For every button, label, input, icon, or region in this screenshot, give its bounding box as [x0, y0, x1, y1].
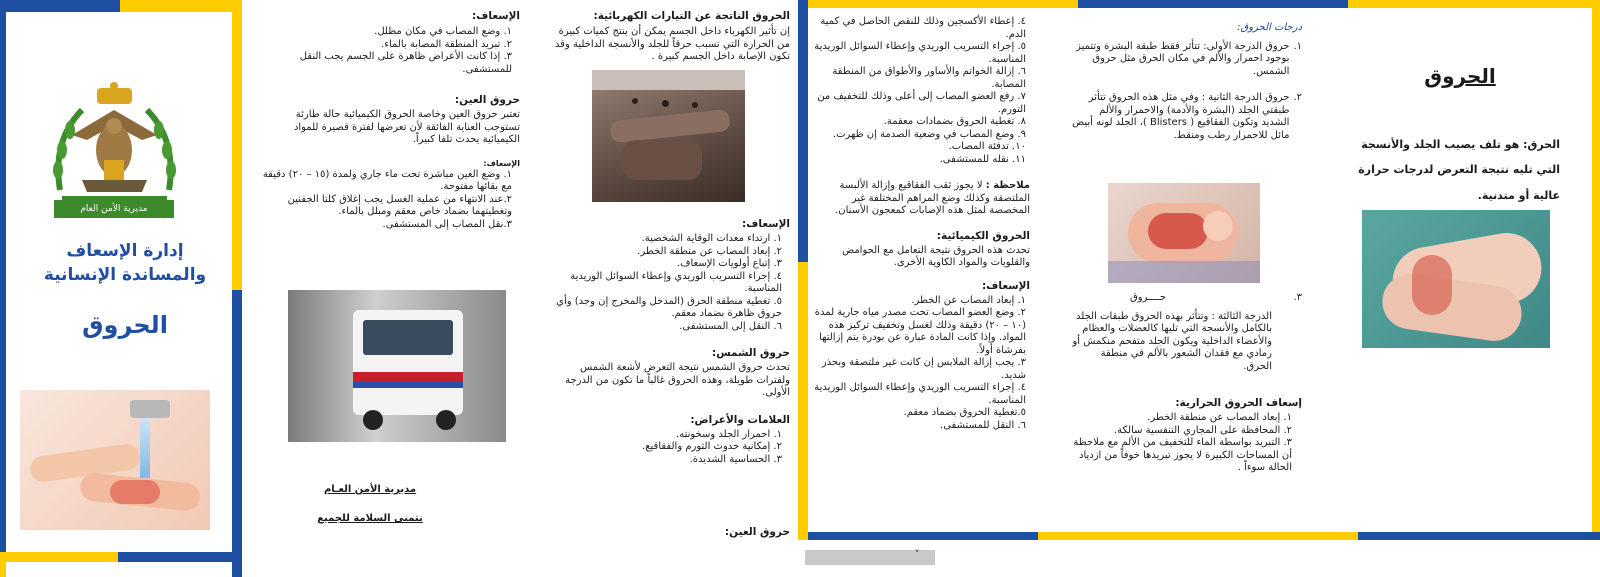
electric-first-aid-list — [550, 233, 790, 333]
list-item: ١. إبعاد المصاب عن منطقة الخطر. — [1147, 412, 1292, 424]
degree-second-num: ٢. — [1293, 92, 1302, 103]
degree-third-text: الدرجة الثالثة : وتتأثر بهذه الحروق طبقات الجلد بالكامل والأنسجة التي تليها كالعضلات والعظام والأعضاء الداخلية ويكون الجلد متفحم منكمش أو رمادي مع فقدان الشعور بالألم في منطقة الحرق. — [1072, 310, 1272, 372]
list-item: ٦. إزالة الخواتم والأساور والأطواق من المنطقة المصابة. — [832, 66, 1026, 90]
list-item: ٥. إجراء التسريب الوريدي وإعطاء السوائل الوريدية المناسبة. — [814, 41, 1026, 65]
list-item: ١١. نقله للمستشفى. — [939, 153, 1026, 165]
electric-first-aid-heading: الإسعاف: — [741, 218, 790, 230]
degree-second-text: حروق الدرجة الثانية : وفي مثل هذه الحروق تتأثر طبقتي الجلد (البشرة والأدمة) والاحمرار والألم الشديد وتكون الفقاقيع ( Blisters )، الجلد لونه أبيض مائل للاحمرار رطب ومنقط. — [1072, 92, 1290, 141]
list-item: ٢.عند الانتهاء من عملية الغسل يجب إغلاق كلتا الجفنين وتغطيتهما بضماد خاص معقم ومبلل بالماء. — [287, 193, 512, 218]
cover-stripe-yellow-bottom — [0, 552, 118, 562]
list-item: ١. وضع العين مباشرة تحت ماء جاري ولمدة (١٥ – ٢٠) دقيقة مع بقائها مفتوحة. — [262, 168, 512, 193]
chemical-text: تحدث هذه الحروق نتيجة التعامل مع الحوامض والقلويات والمواد الكاوية الأخرى. — [842, 244, 1030, 269]
cover-stripe-blue — [0, 0, 120, 12]
page2-stripe-yellow-top — [808, 0, 1078, 8]
panel-electric — [550, 10, 790, 64]
note — [812, 180, 1030, 218]
degree-first-num: ١. — [1293, 40, 1302, 52]
cover-stripe-yellow-right — [232, 0, 242, 290]
electric-text: إن تأثير الكهرباء داخل الجسم يمكن أن ينتج كميات كبيرة من الحرارة التي تسبب حرقاً للجلد والأنسجة الداخلية وقد تكون الإصابة داخل الجسم كبيرة . — [554, 26, 790, 63]
list-item: ٦. النقل للمستشفى. — [940, 419, 1026, 431]
footer-org: مديرية الأمن العـام — [323, 484, 417, 495]
panel-degrees — [1070, 22, 1302, 142]
list-item: ٤. إعطاء الأكسجين وذلك للنقص الحاصل في كمية الدم. — [820, 16, 1026, 40]
list-item: ٣.نقل المصاب إلى المستشفى. — [382, 218, 512, 230]
page2-stripe-yellow-left — [798, 262, 808, 540]
chemical-first-aid-heading: الإسعاف: — [981, 279, 1030, 292]
eye-burns-heading: حروق العين: — [454, 94, 520, 107]
list-item: ٧. رفع العضو المصاب إلى أعلى وذلك للتخفيف من التورم. — [817, 91, 1026, 115]
eye-burns-heading-bottom: حروق العين: — [724, 526, 790, 538]
list-item: ١. احمرار الجلد وسخونته. — [676, 428, 782, 440]
sun-burns-heading: حروق الشمس: — [712, 347, 790, 360]
list-item: ٢. إبعاد المصاب عن منطقة الخطر. — [637, 245, 782, 257]
second-degree-burn-image — [1108, 183, 1260, 283]
cover-stripe-blue-left — [0, 12, 6, 552]
chemical-first-aid-list — [812, 295, 1030, 433]
ambulance-image — [288, 290, 506, 442]
cover-title: الحروق — [82, 311, 168, 339]
crest-caption: مديرية الأمن العام — [54, 200, 174, 218]
panel-inner-mid — [812, 16, 1030, 432]
list-item: ١. ارتداء معدات الوقاية الشخصية. — [641, 233, 782, 245]
eye-first-aid-list — [262, 169, 520, 232]
signs-list — [550, 429, 790, 467]
list-item: ٣. الحساسية الشديدة. — [689, 453, 782, 465]
scrollbar-arrow-icon[interactable]: ˅ — [914, 548, 920, 561]
hand-burn-image — [1362, 210, 1550, 348]
degree-second — [1070, 92, 1302, 142]
list-item: ٢. إمكانية حدوث التورم والفقاقيع. — [642, 441, 782, 453]
list-item: ٤. إجراء التسريب الوريدي وإعطاء السوائل الوريدية المناسبة. — [814, 382, 1026, 406]
page2-stripe-blue-bottom2 — [1358, 532, 1600, 540]
footer-slogan: نتمنى السلامة للجميع — [317, 513, 423, 524]
sun-burns-text: تحدث حروق الشمس نتيجة التعرض لأشعة الشمس ولفترات طويلة، وهذه الحروق غالباً ما تكون من الدرجة الأولى. — [565, 362, 790, 399]
list-item: ١. إبعاد المصاب عن الخطر. — [911, 294, 1026, 306]
top-items-list — [812, 16, 1030, 166]
eye-first-aid-heading: الإسعاف: — [483, 158, 520, 168]
public-security-crest — [42, 80, 187, 225]
list-item: ٣. إذا كانت الأعراض ظاهرة على الجسم يجب النقل للمستشفى. — [299, 51, 512, 75]
list-item: ٢. وضع العضو المصاب تحت مصدر مياه جارية لمدة (١٠ – ٢٠) دقيقة وذلك لغسل وتخفيف تركيز هذه المواد. وإذا كانت المادة عبارة عن بودرة يتم إزالتها بفرشاة أولاً. — [814, 307, 1026, 356]
list-item: ٨. تغطية الحروق بضمادات معقمة. — [883, 116, 1026, 127]
cover-stripe-blue-bottom — [118, 552, 242, 562]
page2-stripe-blue-bottom — [808, 532, 1038, 540]
list-item: ٣. إتباع أولويات الإسعاف. — [676, 258, 782, 270]
degree-first — [1070, 41, 1302, 79]
degree-third-label: حــــروق — [1130, 292, 1167, 303]
cover-stripe-yellow-top — [120, 0, 240, 12]
list-item: ٣. يجب إزالة الملابس إن كانت غير ملتصقة وبحذر شديد. — [821, 357, 1026, 381]
page2-stripe-yellow-top2 — [1348, 0, 1600, 8]
electric-heading: الحروق الناتجة عن التيارات الكهربائية: — [593, 10, 790, 22]
page2-stripe-blue-top — [1078, 0, 1348, 8]
eye-burns-text: تعتبر حروق العين وخاصة الحروق الكيميائية حالة طارئة تستوجب العناية الفائقة لأن تعرضها لفترة قصيرة للمواد الكيميائية يحدث تلفا كبيراً. — [293, 109, 520, 146]
list-item: ٣. التبريد بواسطة الماء للتخفيف من الألم مع ملاحظة أن المساحات الكبيرة لا يجوز تبريدها خوفاً من ازدياد الحالة سوءاً . — [1073, 437, 1292, 474]
front-definition: الحرق: هو تلف يصيب الجلد والأنسجة التي تليه نتيجة التعرض لدرجات حرارة عالية أو متدنية. — [1358, 138, 1560, 202]
list-item: ٤. إجراء التسريب الوريدي وإعطاء السوائل الوريدية المناسبة. — [570, 270, 782, 295]
note-text: لا يجوز ثقب الفقاقيع وإزالة الألبسة الملتصقة وكذلك وضع المراهم المختلفة غير المخصصة لمثل هذه الإصابات كمعجون الأسنان. — [835, 180, 1030, 216]
thermal-heading: إسعاف الحروق الحرارية: — [1175, 397, 1302, 409]
list-item: ٦. النقل إلى المستشفى. — [679, 320, 782, 332]
front-title: الحروق — [1424, 64, 1496, 88]
page2-stripe-yellow-bottom — [1038, 532, 1358, 540]
list-item: ١٠. تدفئة المصاب. — [948, 141, 1026, 152]
degree-first-text: حروق الدرجة الأولى: تتأثر فقط طبقة البشرة وتتميز بوجود احمرار والألم في مكان الحرق مثل حروق الشمس. — [1076, 40, 1290, 77]
page2-stripe-yellow-right — [1592, 8, 1600, 532]
electric-burn-image — [592, 70, 745, 202]
thermal-list — [1070, 412, 1302, 475]
degrees-heading: درجات الحروق: — [1237, 22, 1302, 33]
first-aid-heading: الإسعاف: — [471, 10, 520, 22]
list-item: ٥. تغطية منطقة الحرق (المدخل والمخرج إن وجد) وأي حروق ظاهرة بضماد معقم. — [556, 295, 782, 320]
degree-third-num: ٣. — [1293, 292, 1302, 303]
note-label: ملاحظة : — [985, 180, 1030, 191]
page2-stripe-blue-left — [798, 0, 808, 262]
cooling-burn-image — [20, 390, 210, 530]
first-aid-list — [262, 26, 520, 76]
list-item: ٢. المحافظة على المجاري التنفسية سالكة. — [1113, 424, 1292, 436]
degree-third — [1070, 292, 1302, 475]
panel-electric-lower — [550, 218, 790, 466]
degree-third-header — [1070, 292, 1302, 305]
cover-stripe-blue-right — [232, 290, 242, 577]
list-item: ٢. تبريد المنطقة المصابة بالماء. — [381, 38, 512, 50]
panel-cover-back — [262, 10, 520, 231]
chemical-heading: الحروق الكيميائية: — [936, 229, 1030, 242]
list-item: ١. وضع المصاب في مكان مظلل. — [374, 26, 512, 38]
list-item: ٥.تغطية الحروق بضماد معقم. — [903, 407, 1026, 419]
list-item: ٩. وضع المصاب في وضعية الصدمة إن ظهرت. — [832, 128, 1026, 140]
signs-heading: العلامات والأعراض: — [690, 413, 790, 426]
directorate-name: إدارة الإسعاف والمساندة الإنسانية — [43, 241, 207, 285]
